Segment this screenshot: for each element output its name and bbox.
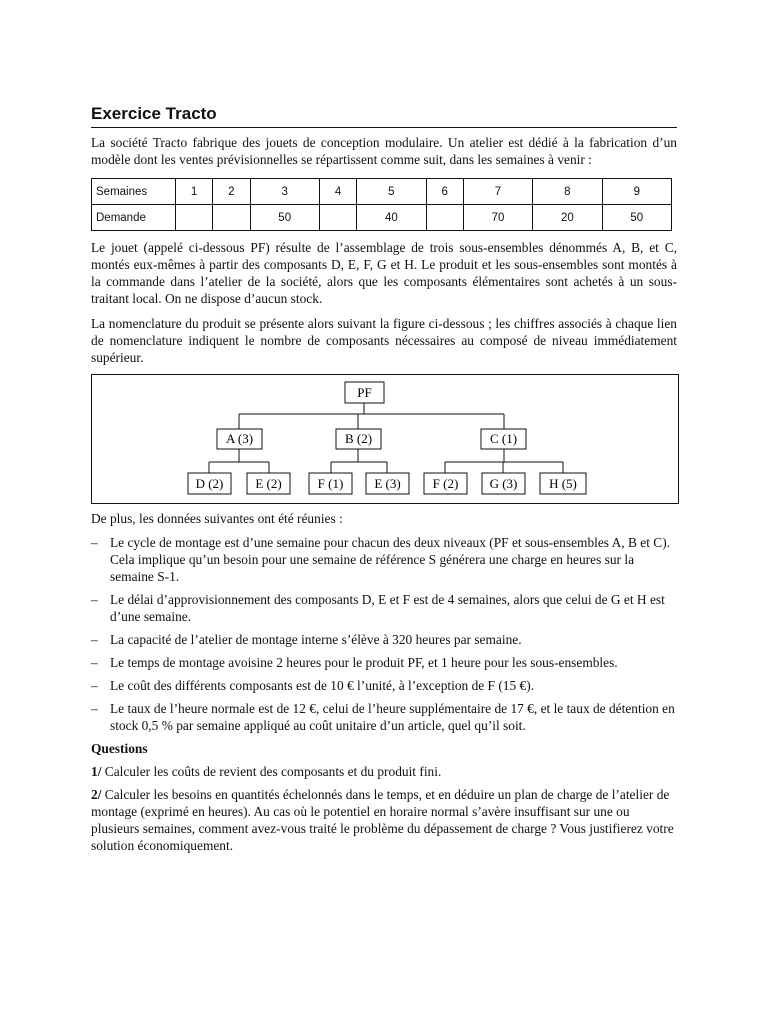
week-cell: 5 [357,179,426,205]
demand-row-label: Demande [92,205,176,231]
demand-row [92,205,672,231]
intro-paragraph: La société Tracto fabrique des jouets de conception modulaire. Un atelier est dédié à la fabrication d’un modèle dont les ventes prévisionnelles se répartissent comme suit, dans les semaines à venir : [91,135,677,167]
demand-cell: 50 [602,205,671,231]
weeks-row [92,179,672,205]
node-f-c-label: F (2) [432,476,459,491]
list-item-text: Le coût des différents composants est de 10 € l’unité, à l’exception de F (15 €). [110,678,535,693]
node-f-b-label: F (1) [317,476,344,491]
page-title: Exercice Tracto [91,104,677,128]
demand-cell [426,205,463,231]
node-a-label: A (3) [225,431,254,446]
bullet-dash: – [91,535,98,550]
list-item [91,631,677,648]
demand-cell: 40 [357,205,426,231]
list-item-text: La capacité de l’atelier de montage interne s’élève à 320 heures par semaine. [110,632,522,647]
week-cell: 6 [426,179,463,205]
demand-table [91,178,672,231]
demand-cell [319,205,356,231]
node-c-label: C (1) [489,431,518,446]
node-root-label: PF [357,385,372,400]
weeks-row-label: Semaines [92,179,176,205]
list-item [91,700,677,734]
demand-cell: 50 [250,205,319,231]
demand-cell [213,205,250,231]
demand-cell [176,205,213,231]
questions-heading: Questions [91,741,148,756]
assembly-paragraph: Le jouet (appelé ci-dessous PF) résulte de l’assemblage de trois sous-ensembles dénommés A, B, et C, montés eux-mêmes à partir des composants D, E, F, G et H. Le produit et les sous-ensembles sont montés à la commande dans l’atelier de la société, alors que les composants élémentaires sont achetés à un sous-traitant local. On ne dispose d’aucun stock. [91,240,677,306]
list-item-text: Le taux de l’heure normale est de 12 €, celui de l’heure supplémentaire de 17 €, et le taux de détention en stock 0,5 % par semaine appliqué au coût unitaire d’un article, quel qu’il soit. [110,701,675,733]
bullet-dash: – [91,592,98,607]
list-item [91,677,677,694]
node-e-a-label: E (2) [255,476,282,491]
week-cell: 4 [319,179,356,205]
week-cell: 7 [463,179,532,205]
week-cell: 9 [602,179,671,205]
exercise-page [91,104,677,854]
question-1-number: 1/ [91,764,102,779]
list-item-text: Le temps de montage avoisine 2 heures pour le produit PF, et 1 heure pour les sous-ensembles. [110,655,618,670]
bullet-dash: – [91,701,98,716]
node-h-label: H (5) [549,476,577,491]
week-cell: 3 [250,179,319,205]
bullet-dash: – [91,678,98,693]
nomenclature-paragraph: La nomenclature du produit se présente alors suivant la figure ci-dessous ; les chiffres associés à chaque lien de nomenclature indiquent le nombre de composants nécessaires au composé de niveau immédiatement supérieur. [91,316,677,365]
list-item [91,591,677,625]
list-item [91,654,677,671]
week-cell: 2 [213,179,250,205]
list-item [91,534,677,585]
bullet-dash: – [91,632,98,647]
nomenclature-diagram [91,374,679,504]
node-b-label: B (2) [344,431,373,446]
node-g-label: G (3) [489,476,518,491]
list-item-text: Le délai d’approvisionnement des composants D, E et F est de 4 semaines, alors que celui de G et H est d’une semaine. [110,592,665,624]
list-item-text: Le cycle de montage est d’une semaine pour chacun des deux niveaux (PF et sous-ensembles A, B et C). Cela implique qu’un besoin pour une semaine de référence S générera une charge en heures sur la semaine S-1. [110,535,671,584]
question-1-text: Calculer les coûts de revient des composants et du produit fini. [101,764,442,779]
question-2-text: Calculer les besoins en quantités échelonnés dans le temps, et en déduire un plan de charge de l’atelier de montage (exprimé en heures). Au cas où le potentiel en horaire normal s’avère insuffisant sur une ou plusieurs semaines, comment avez-vous traité le problème du dépassement de charge ? Vous justifierez votre solution économiquement. [91,787,674,853]
week-cell: 1 [176,179,213,205]
bullet-dash: – [91,655,98,670]
node-e-b-label: E (3) [374,476,401,491]
node-d-label: D (2) [195,476,224,491]
data-list [91,534,677,734]
question-2-number: 2/ [91,787,102,802]
demand-cell: 20 [533,205,602,231]
question-2 [91,786,677,854]
question-1 [91,763,677,780]
data-intro-paragraph: De plus, les données suivantes ont été réunies : [91,511,343,526]
demand-cell: 70 [463,205,532,231]
week-cell: 8 [533,179,602,205]
